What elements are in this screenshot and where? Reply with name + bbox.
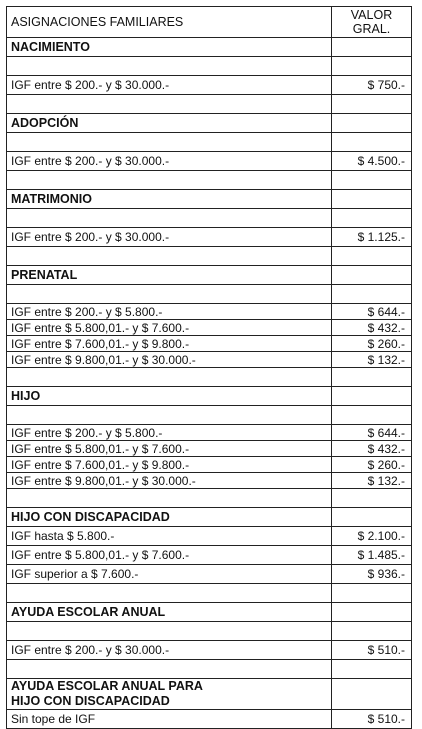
table-row — [7, 304, 412, 320]
row-label: IGF entre $ 9.800,01.- y $ 30.000.- — [7, 473, 332, 489]
row-value: $ 644.- — [332, 304, 412, 320]
row-value: $ 510.- — [332, 710, 412, 729]
table-row — [7, 152, 412, 171]
section-header-row — [7, 38, 412, 57]
row-value: $ 432.- — [332, 320, 412, 336]
header-valor-gral — [332, 7, 412, 38]
row-label: IGF entre $ 7.600,01.- y $ 9.800.- — [7, 336, 332, 352]
section-value-empty — [332, 266, 412, 285]
section-title-line1: AYUDA ESCOLAR ANUAL PARA — [11, 679, 203, 693]
table-row — [7, 352, 412, 368]
row-label: IGF entre $ 5.800,01.- y $ 7.600.- — [7, 546, 332, 565]
row-value: $ 260.- — [332, 336, 412, 352]
row-label: IGF entre $ 200.- y $ 5.800.- — [7, 425, 332, 441]
section-header-row — [7, 508, 412, 527]
row-value: $ 750.- — [332, 76, 412, 95]
row-label: IGF entre $ 200.- y $ 30.000.- — [7, 228, 332, 247]
section-title-ayuda-escolar-discapacidad — [7, 679, 332, 710]
section-value-empty — [332, 679, 412, 710]
asignaciones-table — [6, 6, 412, 729]
header-valor-line2: GRAL. — [352, 22, 391, 36]
row-value: $ 132.- — [332, 352, 412, 368]
row-value: $ 260.- — [332, 457, 412, 473]
table-row — [7, 641, 412, 660]
section-title-matrimonio: MATRIMONIO — [7, 190, 332, 209]
row-label: IGF entre $ 200.- y $ 5.800.- — [7, 304, 332, 320]
spacer-row — [7, 406, 412, 425]
section-title-hijo-discapacidad: HIJO CON DISCAPACIDAD — [7, 508, 332, 527]
table-row — [7, 425, 412, 441]
table-row — [7, 457, 412, 473]
table-row — [7, 76, 412, 95]
header-valor-line1: VALOR — [350, 8, 393, 22]
document-page — [6, 6, 412, 729]
spacer-row — [7, 285, 412, 304]
section-value-empty — [332, 508, 412, 527]
section-header-row — [7, 387, 412, 406]
spacer-row — [7, 368, 412, 387]
section-value-empty — [332, 38, 412, 57]
spacer-row — [7, 171, 412, 190]
row-label: IGF superior a $ 7.600.- — [7, 565, 332, 584]
row-label: IGF entre $ 200.- y $ 30.000.- — [7, 76, 332, 95]
table-row — [7, 546, 412, 565]
section-value-empty — [332, 603, 412, 622]
header-asignaciones: ASIGNACIONES FAMILIARES — [7, 7, 332, 38]
spacer-row — [7, 95, 412, 114]
section-header-row — [7, 679, 412, 710]
spacer-row — [7, 584, 412, 603]
row-value: $ 936.- — [332, 565, 412, 584]
section-header-row — [7, 266, 412, 285]
table-row — [7, 473, 412, 489]
row-value: $ 1.485.- — [332, 546, 412, 565]
spacer-row — [7, 57, 412, 76]
table-row — [7, 320, 412, 336]
row-value: $ 644.- — [332, 425, 412, 441]
section-value-empty — [332, 114, 412, 133]
section-title-ayuda-escolar: AYUDA ESCOLAR ANUAL — [7, 603, 332, 622]
spacer-row — [7, 489, 412, 508]
row-label: IGF entre $ 5.800,01.- y $ 7.600.- — [7, 441, 332, 457]
table-row — [7, 441, 412, 457]
section-header-row — [7, 114, 412, 133]
section-title-line2: HIJO CON DISCAPACIDAD — [11, 694, 170, 708]
section-header-row — [7, 190, 412, 209]
section-header-row — [7, 603, 412, 622]
spacer-row — [7, 622, 412, 641]
table-row — [7, 228, 412, 247]
row-label: IGF entre $ 7.600,01.- y $ 9.800.- — [7, 457, 332, 473]
row-label: IGF entre $ 9.800,01.- y $ 30.000.- — [7, 352, 332, 368]
table-row — [7, 565, 412, 584]
row-value: $ 132.- — [332, 473, 412, 489]
table-row — [7, 336, 412, 352]
row-label: IGF hasta $ 5.800.- — [7, 527, 332, 546]
row-label: Sin tope de IGF — [7, 710, 332, 729]
row-label: IGF entre $ 200.- y $ 30.000.- — [7, 152, 332, 171]
row-label: IGF entre $ 200.- y $ 30.000.- — [7, 641, 332, 660]
section-title-prenatal: PRENATAL — [7, 266, 332, 285]
table-header-row — [7, 7, 412, 38]
section-title-adopcion: ADOPCIÓN — [7, 114, 332, 133]
row-label: IGF entre $ 5.800,01.- y $ 7.600.- — [7, 320, 332, 336]
section-title-hijo: HIJO — [7, 387, 332, 406]
spacer-row — [7, 247, 412, 266]
section-title-nacimiento: NACIMIENTO — [7, 38, 332, 57]
section-value-empty — [332, 190, 412, 209]
spacer-row — [7, 660, 412, 679]
section-value-empty — [332, 387, 412, 406]
row-value: $ 1.125.- — [332, 228, 412, 247]
table-row — [7, 710, 412, 729]
row-value: $ 432.- — [332, 441, 412, 457]
row-value: $ 510.- — [332, 641, 412, 660]
row-value: $ 4.500.- — [332, 152, 412, 171]
row-value: $ 2.100.- — [332, 527, 412, 546]
table-row — [7, 527, 412, 546]
spacer-row — [7, 133, 412, 152]
spacer-row — [7, 209, 412, 228]
